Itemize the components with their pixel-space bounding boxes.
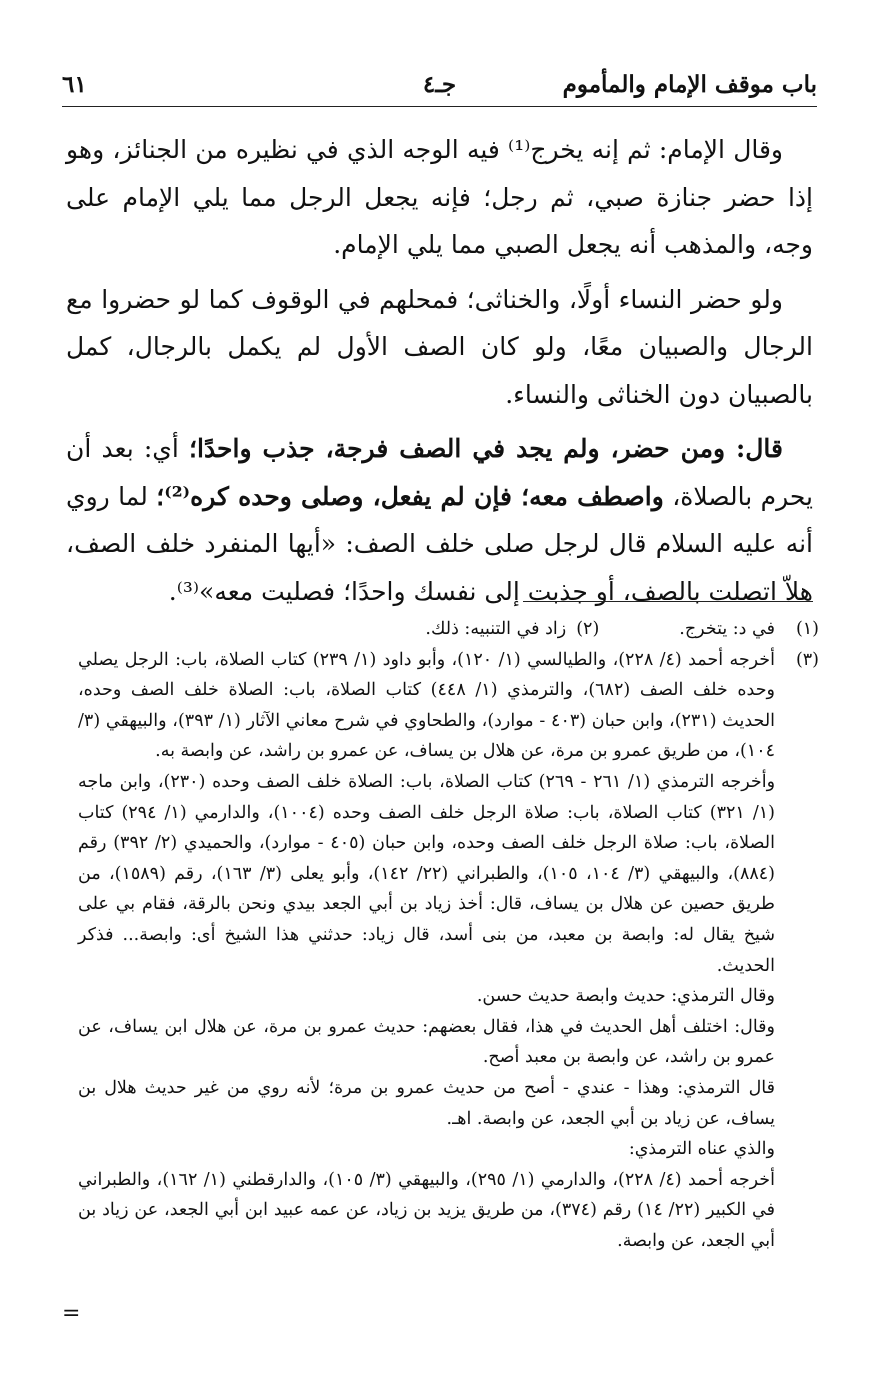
commentary-text-1: أي: بعد أن يحرم بالصلاة، [66,434,813,511]
footnote-3-number: (٣) [795,649,819,670]
footnote-3-para-2: وأخرجه الترمذي (١/ ٢٦١ - ٢٦٩) كتاب الصلاة، باب: الصلاة خلف الصف وحده (٢٣٠)، وابن ماجه (١/ ٣٢١) كتاب الصلاة، باب: صلاة الرجل خلف الصف وحده (١٠٠٤)، والدارمي (١/ ٢٩٤) كتاب الصلاة، باب: صلاة الرجل خلف الصف وحده، وابن حبان (٤٠٥ - موارد)، والحميدي (٢/ ٣٩٢) رقم (٨٨٤)، والبيهقي (٣/ ١٠٤، ١٠٥)، والطبراني (٢٢/ ١٤٢)، وأبو يعلى (٣/ ١٦٣)، رقم (١٥٨٩)، من طريق حصين عن هلال بن يساف، قال: أخذ زياد بن أبي الجعد بيدي ونحن بالرقة، فقام بي على شيخ يقال له: وابصة بن معبد، من بنى أسد، قال زياد: حدثني هذا الشيخ أى: وابصة... فذكر الحديث. [78,771,776,976]
footnotes [78,614,819,1256]
main-text [66,126,813,622]
matn-text-2: واصطف معه؛ فإن لم يفعل، وصلى وحده كره⁽²⁾؛ [156,481,664,511]
footnote-3-para-7: أخرجه أحمد (٤/ ٢٢٨)، والدارمي (١/ ٢٩٥)، والبيهقي (٣/ ١٠٥)، والدارقطني (١/ ١٦٢)، والطبراني في الكبير (٢٢/ ١٤) رقم (٣٧٤)، من طريق يزيد بن زياد، عن عمه عبيد ابن أبي الجعد، عن زياد بن أبي الجعد، عن وابصة. [78,1169,775,1251]
footnote-3-para-6: والذي عناه الترمذي: [628,1139,775,1160]
footnote-row-3 [78,645,819,1257]
footnote-1-text: في د: يتخرج. [679,619,775,639]
running-header [62,64,817,104]
chapter-title: باب موقف الإمام والمأموم [562,70,817,98]
paragraph-3 [66,425,813,615]
footnote-2-text: زاد في التنبيه: ذلك. [425,619,567,639]
footnote-1-number: (١) [795,619,819,639]
footnote-3-para-4: وقال: اختلف أهل الحديث في هذا، فقال بعضهم: حديث عمرو بن مرة، عن هلال ابن يساف، عن عمرو بن راشد، عن وابصة بن معبد أصح. [78,1016,775,1068]
footnote-2-number: (٢) [576,619,600,639]
footnote-row-1-2 [78,614,819,645]
footnote-3-para-1: أخرجه أحمد (٤/ ٢٢٨)، والطيالسي (١/ ١٢٠)، وأبو داود (١/ ٢٣٩) كتاب الصلاة، باب: الرجل يصلي وحده خلف الصف (٦٨٢)، والترمذي (١/ ٤٤٨) كتاب الصلاة، باب: الصلاة خلف الصف وحده، الحديث (٢٣١)، وابن حبان (٤٠٣ - موارد)، والطحاوي في شرح معاني الآثار (١/ ٣٩٣)، والبيهقي (٣/ ١٠٤)، من طريق عمرو بن مرة، عن هلال بن يساف، عن عمرو بن راشد، عن وابصة به. [78,649,776,762]
continuation-mark: = [62,1301,81,1326]
footnote-3-body [78,645,775,1257]
footnote-separator [523,601,813,602]
matn-text-1: قال: ومن حضر، ولم يجد في الصف فرجة، جذب واحدًا؛ [189,434,783,463]
page-number: ٦١ [62,70,87,98]
volume-label: جـ٤ [422,70,457,98]
footnote-3-para-5: قال الترمذي: وهذا - عندي - أصح من حديث عمرو بن مرة؛ لأنه روي من غير حديث هلال بن يساف، عن زياد بن أبي الجعد، عن وابصة. اهـ. [78,1077,775,1129]
commentary-text-2: لما روي أنه عليه السلام قال لرجل صلى خلف الصف: «أيها المنفرد خلف الصف، هلاّ اتصلت بالصف، أو جذبت إلى نفسك واحدًا؛ فصليت معه»⁽³⁾. [66,481,813,606]
paragraph-2: ولو حضر النساء أولًا، والخناثى؛ فمحلهم في الوقوف كما لو حضروا مع الرجال والصبيان معًا، ولو كان الصف الأول لم يكمل بالرجال، كمل بالصبيان دون الخناثى والنساء. [66,284,813,409]
paragraph-1: وقال الإمام: ثم إنه يخرج⁽¹⁾ فيه الوجه الذي في نظيره من الجنائز، وهو إذا حضر جنازة صبي، ثم رجل؛ فإنه يجعل الرجل مما يلي الإمام على وجه، والمذهب أنه يجعل الصبي مما يلي الإمام. [66,135,813,259]
footnote-3-para-3: وقال الترمذي: حديث وابصة حديث حسن. [476,986,775,1007]
header-rule [62,106,817,107]
